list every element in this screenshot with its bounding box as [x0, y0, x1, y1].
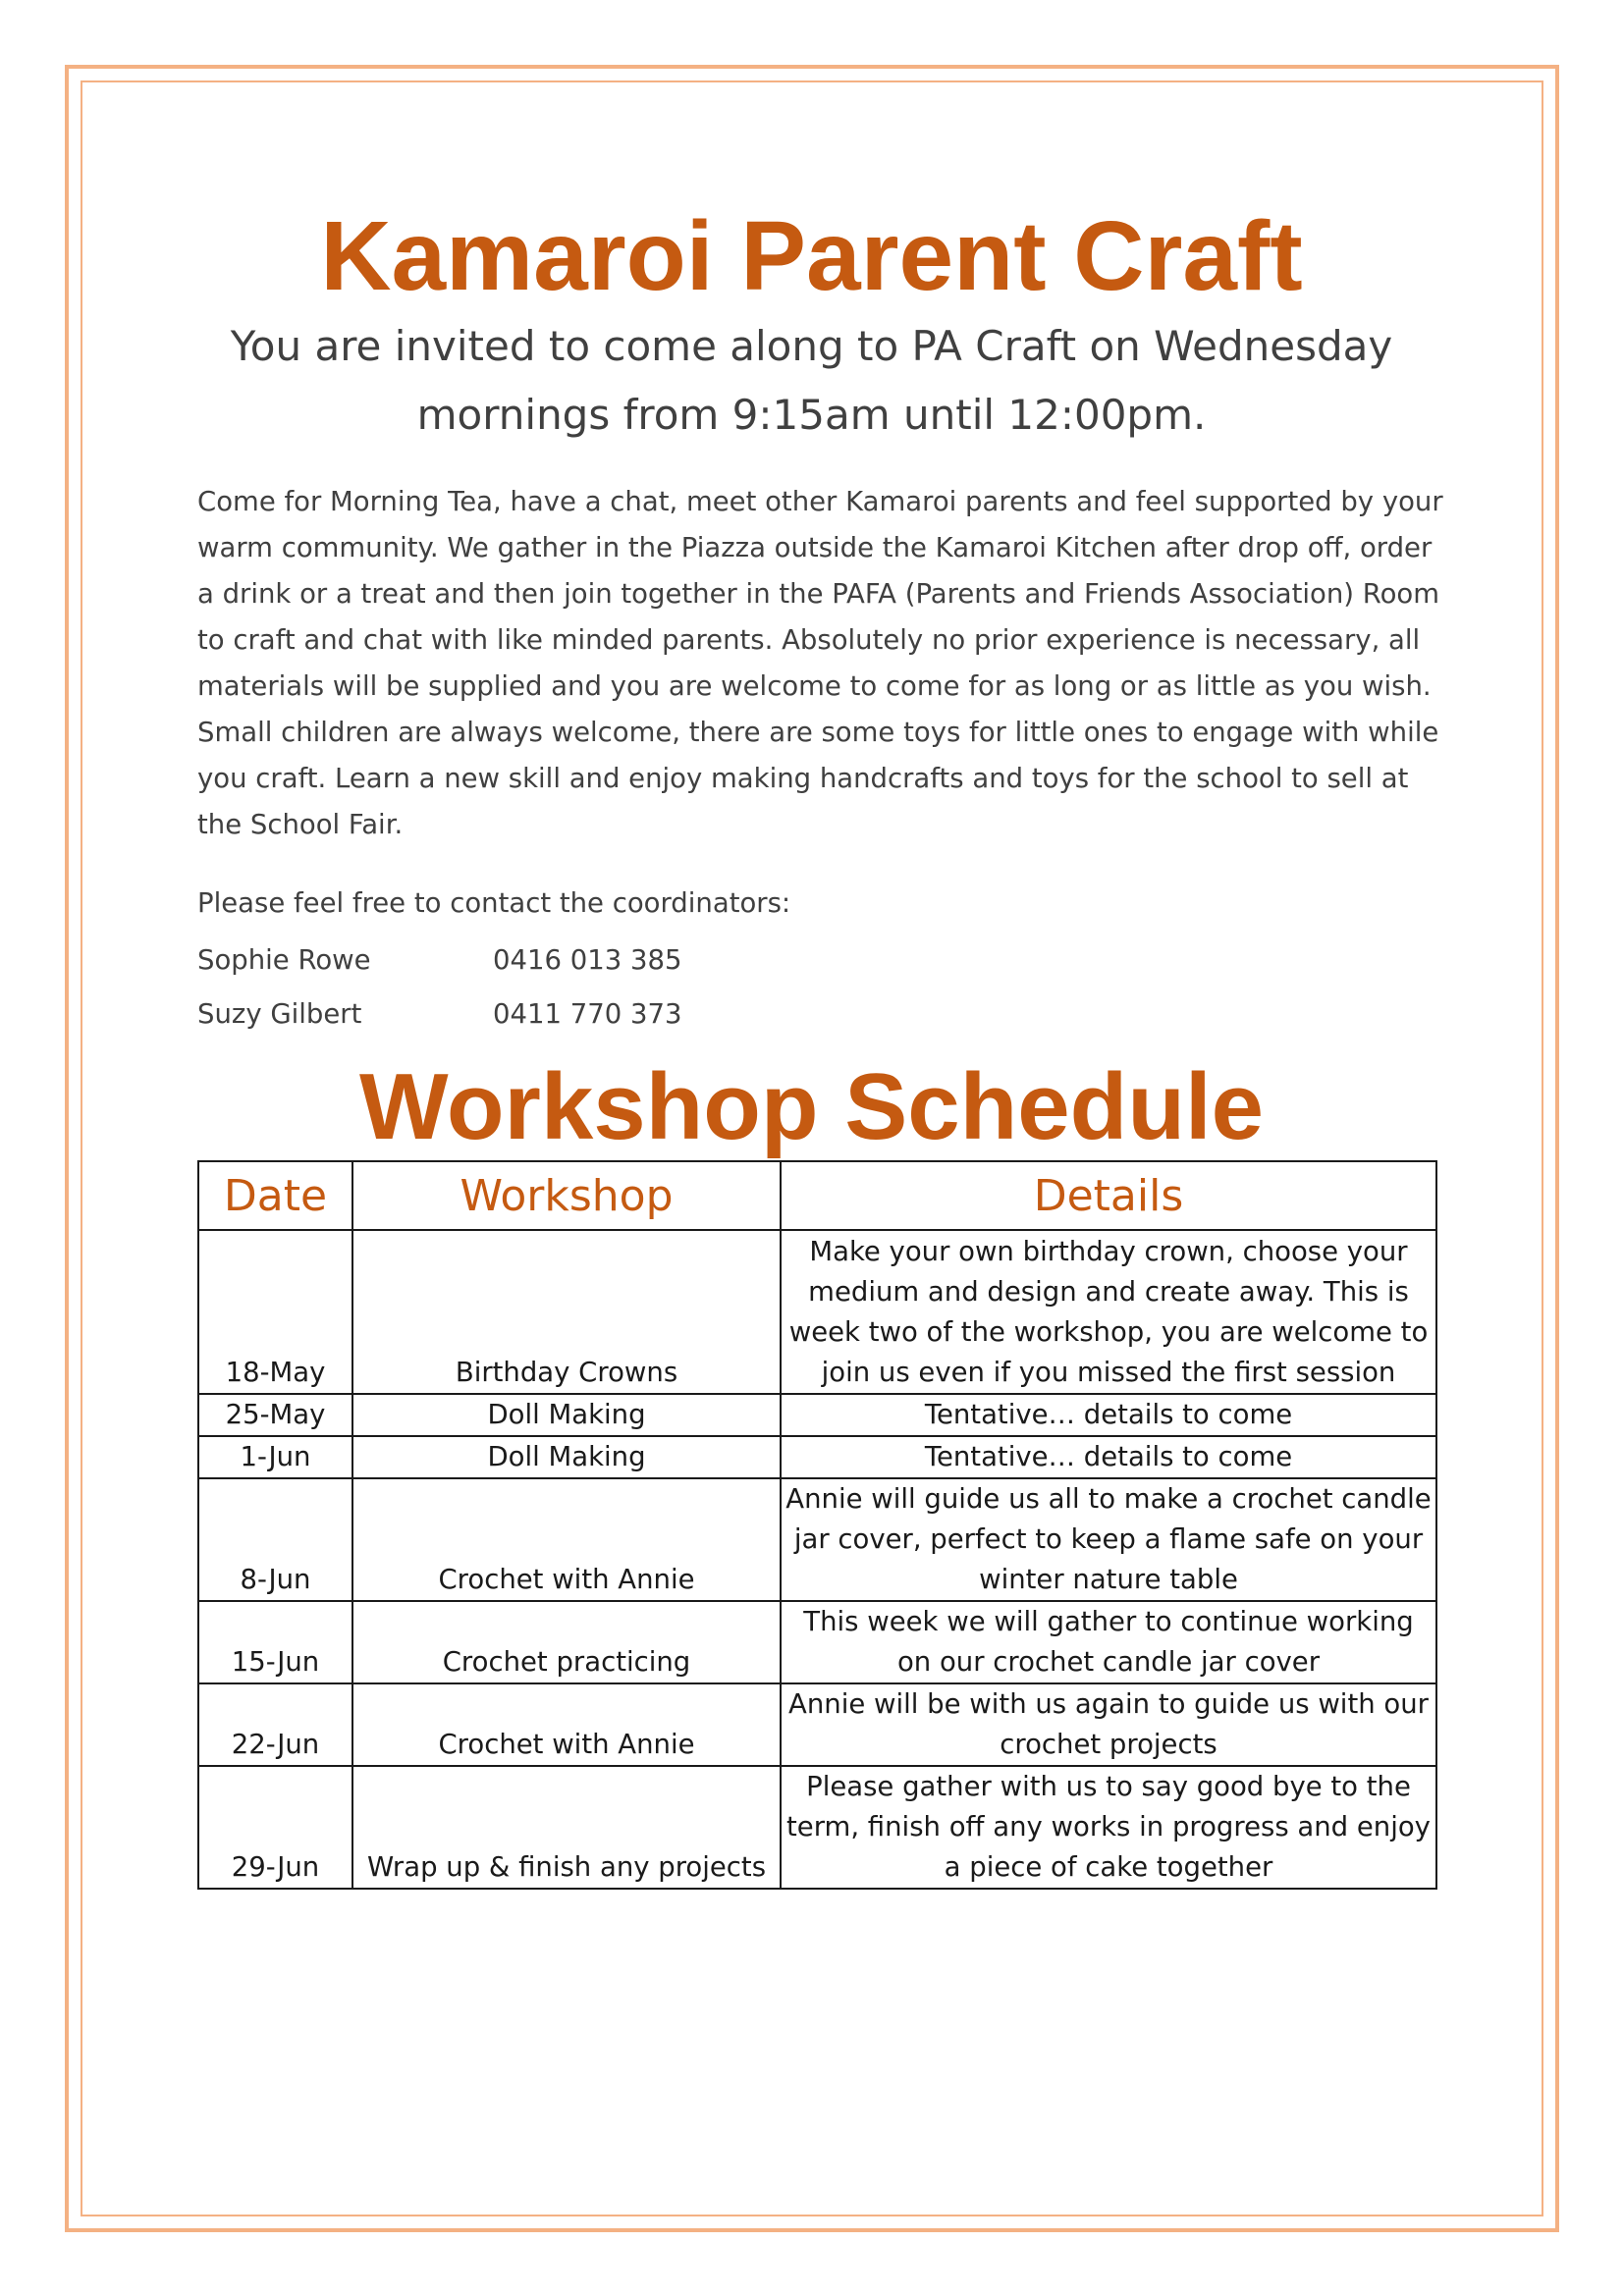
subtitle-line-2: mornings from 9:15am until 12:00pm. [416, 391, 1207, 439]
contact-row [197, 994, 681, 1034]
cell-details: Make your own birthday crown, choose your medium and design and create away. This is week two of the workshop, you are welcome to join us even if you missed the first session [781, 1230, 1436, 1394]
contact-phone: 0416 013 385 [493, 944, 682, 976]
table-row [198, 1436, 1436, 1478]
table-row [198, 1478, 1436, 1601]
cell-workshop: Birthday Crowns [352, 1230, 781, 1394]
cell-details: Tentative… details to come [781, 1436, 1436, 1478]
cell-workshop: Doll Making [352, 1436, 781, 1478]
page-title: Kamaroi Parent Craft [320, 201, 1303, 311]
cell-workshop: Doll Making [352, 1394, 781, 1436]
contact-intro: Please feel free to contact the coordinators: [197, 887, 791, 919]
header-date: Date [198, 1161, 352, 1230]
table-row [198, 1601, 1436, 1683]
contact-name: Suzy Gilbert [197, 998, 362, 1030]
cell-date: 1-Jun [198, 1436, 352, 1478]
cell-date: 18-May [198, 1230, 352, 1394]
cell-details: This week we will gather to continue working on our crochet candle jar cover [781, 1601, 1436, 1683]
schedule-title: Workshop Schedule [358, 1054, 1265, 1159]
table-row [198, 1766, 1436, 1889]
cell-workshop: Crochet with Annie [352, 1683, 781, 1766]
cell-date: 22-Jun [198, 1683, 352, 1766]
cell-workshop: Crochet with Annie [352, 1478, 781, 1601]
contact-row [197, 940, 681, 980]
cell-details: Annie will be with us again to guide us with our crochet projects [781, 1683, 1436, 1766]
invitation-subtitle [196, 312, 1427, 450]
cell-workshop: Wrap up & finish any projects [352, 1766, 781, 1889]
cell-details: Annie will guide us all to make a crochet candle jar cover, perfect to keep a flame safe on your winter nature table [781, 1478, 1436, 1601]
table-row [198, 1683, 1436, 1766]
cell-details: Tentative… details to come [781, 1394, 1436, 1436]
contact-phone: 0411 770 373 [493, 998, 682, 1030]
cell-date: 8-Jun [198, 1478, 352, 1601]
workshop-schedule-table [197, 1160, 1437, 1890]
cell-date: 25-May [198, 1394, 352, 1436]
header-workshop: Workshop [352, 1161, 781, 1230]
cell-date: 29-Jun [198, 1766, 352, 1889]
table-row [198, 1230, 1436, 1394]
cell-details: Please gather with us to say good bye to the term, finish off any works in progress and enjoy a piece of cake together [781, 1766, 1436, 1889]
cell-workshop: Crochet practicing [352, 1601, 781, 1683]
header-details: Details [781, 1161, 1436, 1230]
cell-date: 15-Jun [198, 1601, 352, 1683]
table-header-row [198, 1161, 1436, 1230]
table-row [198, 1394, 1436, 1436]
contact-name: Sophie Rowe [197, 944, 371, 976]
subtitle-line-1: You are invited to come along to PA Craft on Wednesday [230, 322, 1393, 370]
intro-paragraph: Come for Morning Tea, have a chat, meet other Kamaroi parents and feel supported by your warm community. We gather in the Piazza outside the Kamaroi Kitchen after drop off, order a drink or a treat and then join together in the PAFA (Parents and Friends Association) Room to craft and chat with like minded parents. Absolutely no prior experience is necessary, all materials will be supplied and you are welcome to come for as long or as little as you wish. Small children are always welcome, there are some toys for little ones to engage with while you craft. Learn a new skill and enjoy making handcrafts and toys for the school to sell at the School Fair. [197, 486, 1443, 840]
